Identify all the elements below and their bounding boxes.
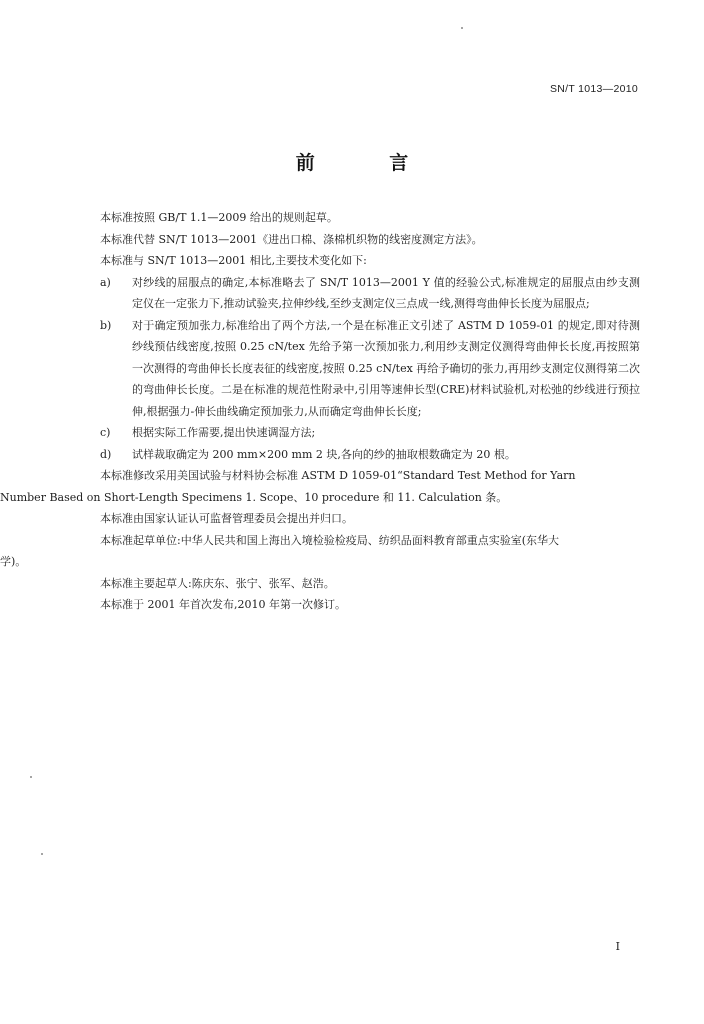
standard-code: SN/T 1013—2010	[549, 83, 638, 95]
paragraph-proposed-by: 本标准由国家认证认可监督管理委员会提出并归口。	[100, 512, 353, 525]
foreword-body	[0, 207, 640, 616]
paragraph-astm-continued: Number Based on Short-Length Specimens 1. Scope、10 procedure 和 11. Calculation 条。	[0, 490, 508, 504]
paragraph-astm: 本标准修改采用美国试验与材料协会标准 ASTM D 1059-01“Standard Test Method for Yarn	[100, 469, 576, 482]
page-number: I	[615, 940, 620, 953]
scan-speck	[461, 27, 463, 29]
scan-speck	[41, 853, 43, 855]
list-item-d	[78, 444, 640, 466]
list-item-label: d)	[100, 447, 112, 461]
paragraph-replaces: 本标准代替 SN/T 1013—2001《进出口棉、涤棉机织物的线密度测定方法》。	[100, 232, 483, 246]
list-item-label: a)	[100, 275, 111, 289]
list-item-text: 试样裁取确定为 200 mm×200 mm 2 块,各向的纱的抽取根数确定为 20 根。	[132, 447, 516, 461]
foreword-title: 前 言	[295, 152, 443, 174]
list-item-text: 对于确定预加张力,标准给出了两个方法,一个是在标准正文引述了 ASTM D 1059-01 的规定,即对待测纱线预估线密度,按照 0.25 cN/tex 先给予第一次预加张力,利用纱支测定仪测得弯曲伸长长度,再按照第一次测得的弯曲伸长长度表征的线密度,按照 0.25 cN/tex 再给予确切的张力,再用纱支测定仪测得第二次的弯曲伸长长度。二是在标准的规范性附录中,引用等速伸长型(CRE)材料试验机,对松弛的纱线进行预拉伸,根据强力-伸长曲线确定预加张力,从而确定弯曲伸长长度;	[132, 318, 640, 418]
scan-speck	[30, 776, 32, 778]
paragraph-drafting-rules: 本标准按照 GB/T 1.1—2009 给出的规则起草。	[100, 211, 338, 224]
paragraph-changes-intro: 本标准与 SN/T 1013—2001 相比,主要技术变化如下:	[100, 254, 367, 267]
list-item-text: 根据实际工作需要,提出快速调湿方法;	[132, 426, 316, 439]
paragraph-drafting-units-continued: 学)。	[0, 555, 27, 568]
list-item-a	[78, 272, 640, 315]
list-item-text: 对纱线的屈服点的确定,本标准略去了 SN/T 1013—2001 Y 值的经验公式,标准规定的屈服点由纱支测定仪在一定张力下,推动试验夹,拉伸纱线,至纱支测定仪三点成一线,测得弯曲伸长长度为屈服点;	[132, 275, 640, 310]
list-item-label: b)	[100, 318, 112, 332]
list-item-c	[78, 422, 640, 444]
paragraph-history: 本标准于 2001 年首次发布,2010 年第一次修订。	[100, 598, 346, 611]
paragraph-drafters: 本标准主要起草人:陈庆东、张宁、张军、赵浩。	[100, 576, 335, 590]
paragraph-drafting-units: 本标准起草单位:中华人民共和国上海出入境检验检疫局、纺织品面料教育部重点实验室(东华大	[100, 533, 559, 547]
list-item-label: c)	[100, 426, 111, 439]
list-item-b	[78, 315, 640, 423]
